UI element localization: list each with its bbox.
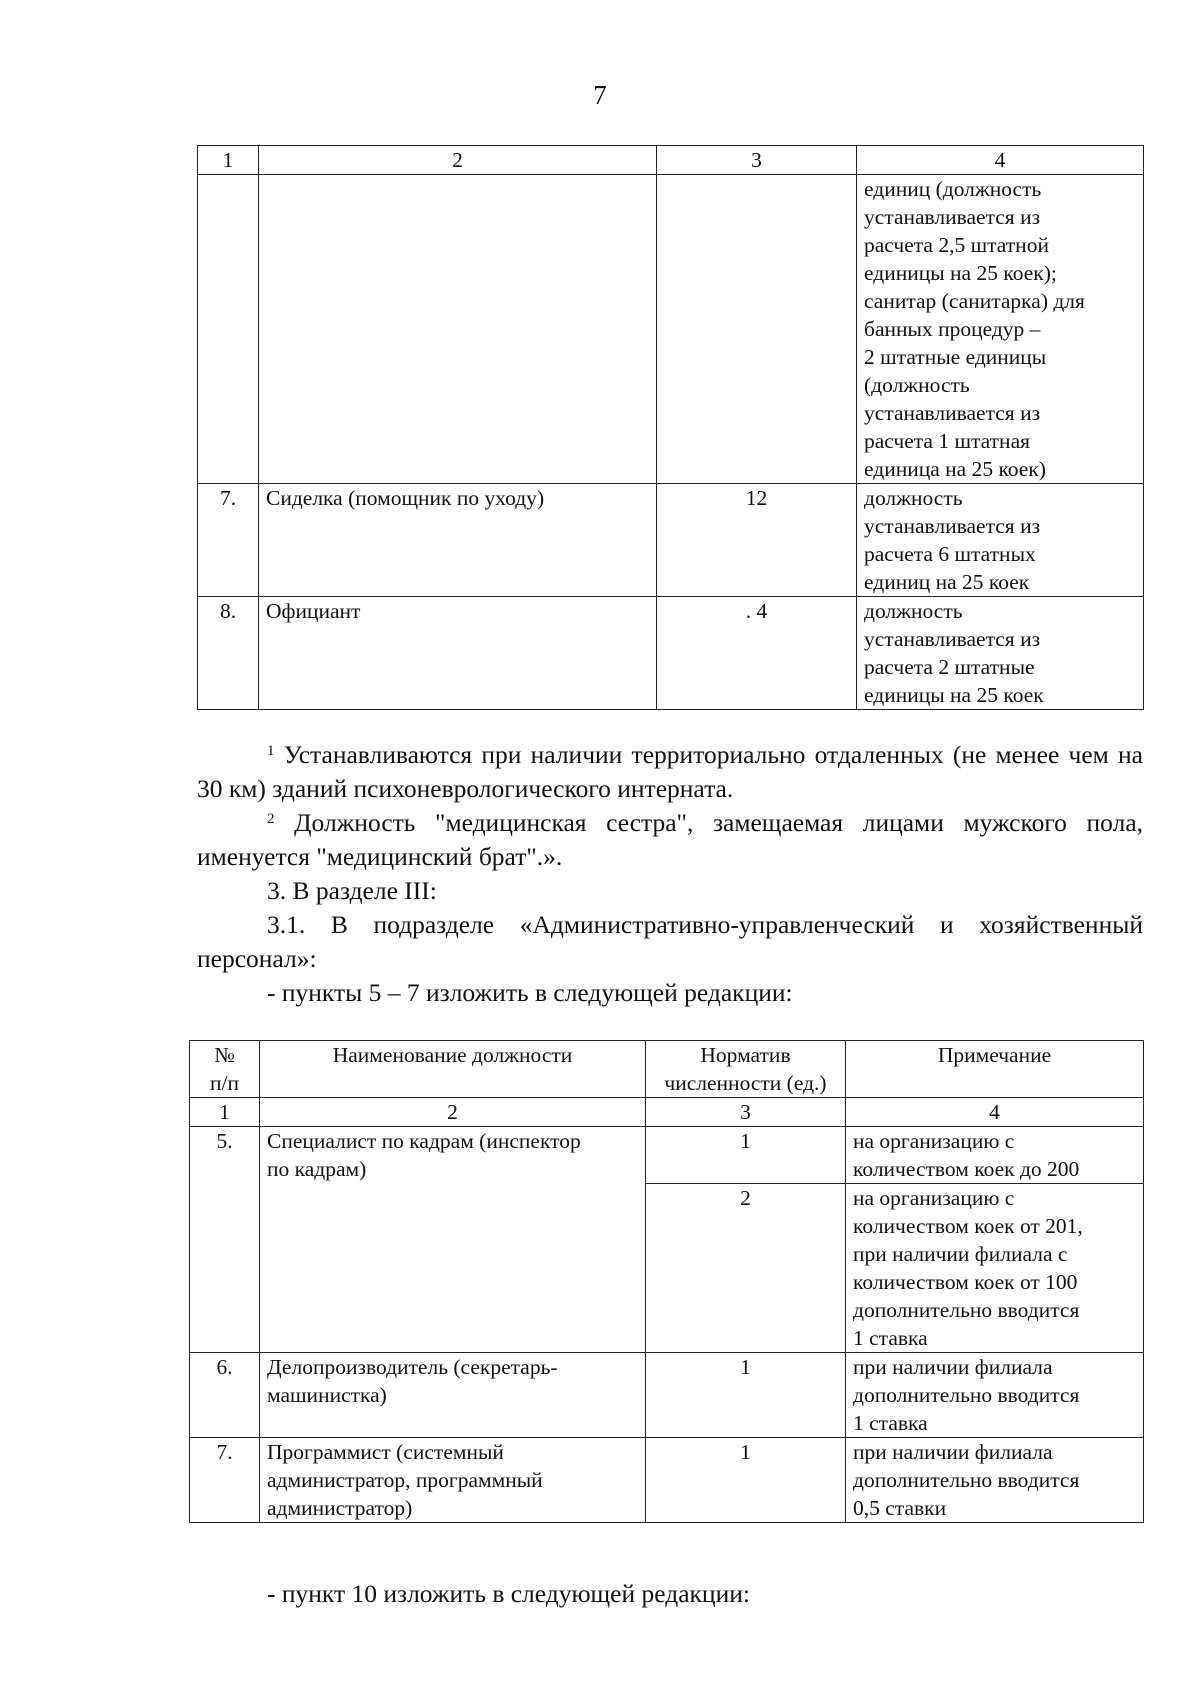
position-name: Делопроизводитель (секретарь- машинистка) [260, 1353, 646, 1438]
note-cell: при наличии филиала дополнительно вводится 0,5 ставки [846, 1438, 1144, 1523]
row-number: 5. [190, 1127, 260, 1353]
header-num: № п/п [190, 1041, 260, 1098]
column-number: 2 [259, 146, 657, 175]
note-cell: должность устанавливается из расчета 6 штатных единиц на 25 коек [857, 484, 1144, 597]
page-number: 7 [593, 80, 607, 110]
note-cell: должность устанавливается из расчета 2 штатные единицы на 25 коек [857, 597, 1144, 710]
staffing-table [189, 1040, 1144, 1523]
table-header-numbers [190, 1098, 1144, 1127]
norm-value: 1 [646, 1438, 846, 1523]
section-heading: 3. В разделе III: [267, 876, 437, 905]
table-header [190, 1041, 1144, 1098]
footnote-text: Устанавливаются при наличии территориально отдаленных (не менее чем на 30 км) зданий психоневрологического интерната. [197, 740, 1143, 803]
footnote-mark: 2 [267, 811, 275, 827]
subsection-paragraph: 3.1. В подразделе «Административно-управленческий и хозяйственный персонал»: [197, 910, 1143, 973]
norm-value: 2 [646, 1184, 846, 1353]
instruction-paragraph: - пункт 10 изложить в следующей редакции: [267, 1579, 750, 1608]
norm-value [657, 175, 857, 484]
note-cell: единиц (должность устанавливается из расчета 2,5 штатной единицы на 25 коек); санитар (санитарка) для банных процедур – 2 штатные единицы (должность устанавливается из расчета 1 штатная единица на 25 коек) [857, 175, 1144, 484]
table-row [198, 175, 1144, 484]
table-row [198, 484, 1144, 597]
header-norm: Норматив численности (ед.) [646, 1041, 846, 1098]
norm-value: 12 [657, 484, 857, 597]
header-name: Наименование должности [260, 1041, 646, 1098]
instruction-paragraph: - пункты 5 – 7 изложить в следующей редакции: [267, 978, 793, 1007]
column-number: 2 [260, 1098, 646, 1127]
note-cell: на организацию с количеством коек от 201, при наличии филиала с количеством коек от 100 дополнительно вводится 1 ставка [846, 1184, 1144, 1353]
table-row [198, 597, 1144, 710]
table-row [190, 1438, 1144, 1523]
column-number: 1 [198, 146, 259, 175]
position-name: Официант [259, 597, 657, 710]
footnote-mark: 1 [267, 743, 275, 759]
column-number: 1 [190, 1098, 260, 1127]
column-number: 4 [846, 1098, 1144, 1127]
staffing-table-continued [197, 145, 1144, 710]
footnote-1 [197, 738, 1143, 806]
norm-value: . 4 [657, 597, 857, 710]
position-name: Сиделка (помощник по уходу) [259, 484, 657, 597]
note-cell: при наличии филиала дополнительно вводится 1 ставка [846, 1353, 1144, 1438]
table-row [190, 1353, 1144, 1438]
footnote-2 [197, 806, 1143, 874]
header-note: Примечание [846, 1041, 1144, 1098]
row-number: 7. [198, 484, 259, 597]
norm-value: 1 [646, 1353, 846, 1438]
table-header-numbers [198, 146, 1144, 175]
position-name [259, 175, 657, 484]
row-number [198, 175, 259, 484]
norm-value: 1 [646, 1127, 846, 1184]
column-number: 4 [857, 146, 1144, 175]
column-number: 3 [646, 1098, 846, 1127]
note-cell: на организацию с количеством коек до 200 [846, 1127, 1144, 1184]
row-number: 7. [190, 1438, 260, 1523]
position-name: Программист (системный администратор, программный администратор) [260, 1438, 646, 1523]
footnote-text: Должность "медицинская сестра", замещаемая лицами мужского пола, именуется "медицинский брат".». [197, 808, 1144, 871]
row-number: 8. [198, 597, 259, 710]
row-number: 6. [190, 1353, 260, 1438]
column-number: 3 [657, 146, 857, 175]
position-name: Специалист по кадрам (инспектор по кадрам) [260, 1127, 646, 1353]
table-row [190, 1127, 1144, 1184]
